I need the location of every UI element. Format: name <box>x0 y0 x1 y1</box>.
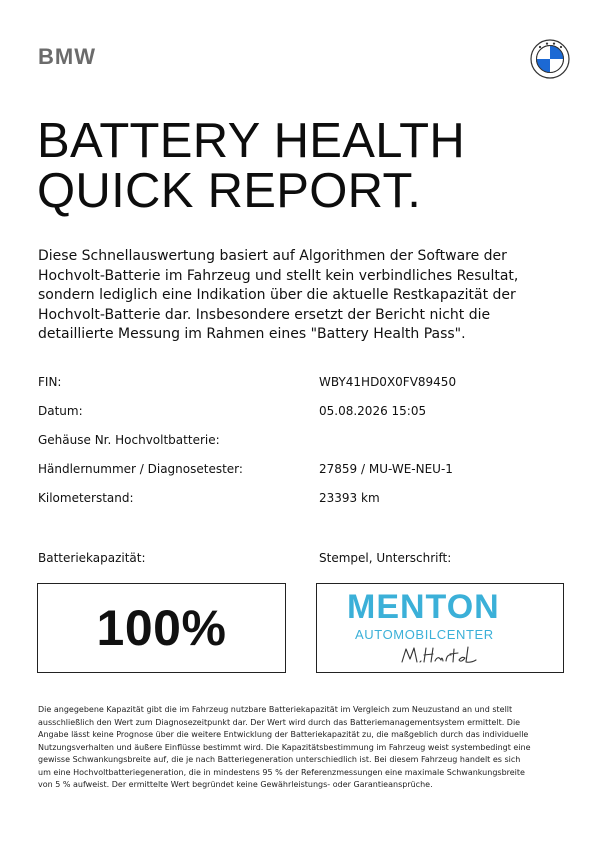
dealer-stamp-name: MENTON <box>347 588 500 626</box>
field-value: 27859 / MU-WE-NEU-1 <box>319 462 453 476</box>
brand-wordmark: BMW <box>38 44 96 69</box>
field-value: 05.08.2026 15:05 <box>319 404 427 418</box>
footnote-line: um eine Hochvoltbatteriegeneration, die in mindestens 95 % der Referenzmessungen eine maximale Schwankungsbreite <box>38 767 525 777</box>
field-row-fin <box>38 375 578 404</box>
handwritten-signature <box>399 644 479 666</box>
field-value: 23393 km <box>319 491 380 505</box>
stamp-signature-label: Stempel, Unterschrift: <box>319 551 452 565</box>
field-label: Kilometerstand: <box>38 491 134 505</box>
field-label: Datum: <box>38 404 83 418</box>
intro-line: detaillierte Messung im Rahmen eines "Battery Health Pass". <box>38 326 466 343</box>
field-value: WBY41HD0X0FV89450 <box>319 375 457 389</box>
footnote-line: ausschließlich den Wert zum Diagnosezeitpunkt dar. Der Wert wird durch das Batteriemanagementsystem ermittelt. Die <box>38 717 521 727</box>
report-title <box>37 116 465 216</box>
title-line: BATTERY HEALTH <box>37 114 466 168</box>
field-label: Händlernummer / Diagnosetester: <box>38 462 243 476</box>
capacity-label: Batteriekapazität: <box>38 551 146 565</box>
field-label: FIN: <box>38 375 62 389</box>
title-line: QUICK REPORT. <box>37 164 422 218</box>
bmw-roundel-icon <box>530 39 570 79</box>
footnote-line: Die angegebene Kapazität gibt die im Fahrzeug nutzbare Batteriekapazität im Vergleich zum Neuzustand an und stellt <box>38 705 513 714</box>
footnote-line: gewisse Schwankungsbreite auf, die je nach Batteriegeneration unterschiedlich ist. Bei diesem Fahrzeug handelt es sich <box>38 755 521 764</box>
footnote-line: Angabe lässt keine Prognose über die weitere Entwicklung der Batteriekapazität zu, die maßgeblich durch das individuelle <box>38 730 529 739</box>
vehicle-info-fields <box>38 375 578 520</box>
dealer-stamp-subtitle: AUTOMOBILCENTER <box>355 627 494 642</box>
intro-line: Diese Schnellauswertung basiert auf Algorithmen der Software der <box>38 248 507 264</box>
field-row-dealer <box>38 462 578 491</box>
field-row-mileage <box>38 491 578 520</box>
capacity-box <box>37 583 286 673</box>
intro-line: Hochvolt-Batterie im Fahrzeug und stellt kein verbindliches Resultat, <box>38 267 519 284</box>
field-row-date <box>38 404 578 433</box>
field-label: Gehäuse Nr. Hochvoltbatterie: <box>38 433 220 447</box>
capacity-value: 100% <box>96 600 227 656</box>
field-row-battery-housing <box>38 433 578 462</box>
disclaimer-footnote <box>38 704 570 792</box>
footnote-line: von 5 % aufweist. Der ermittelte Wert begründet keine Gewährleistungs- oder Garantieansprüche. <box>38 780 433 789</box>
intro-paragraph <box>38 247 578 345</box>
stamp-box <box>316 583 564 673</box>
footnote-line: Nutzungsverhalten und äußere Einflüsse bestimmt wird. Die Kapazitätsbestimmung im Fahrzeug weist systembedingt eine <box>38 742 531 752</box>
intro-line: Hochvolt-Batterie dar. Insbesondere ersetzt der Bericht nicht die <box>38 306 491 323</box>
intro-line: sondern lediglich eine Indikation über die aktuelle Restkapazität der <box>38 287 516 304</box>
